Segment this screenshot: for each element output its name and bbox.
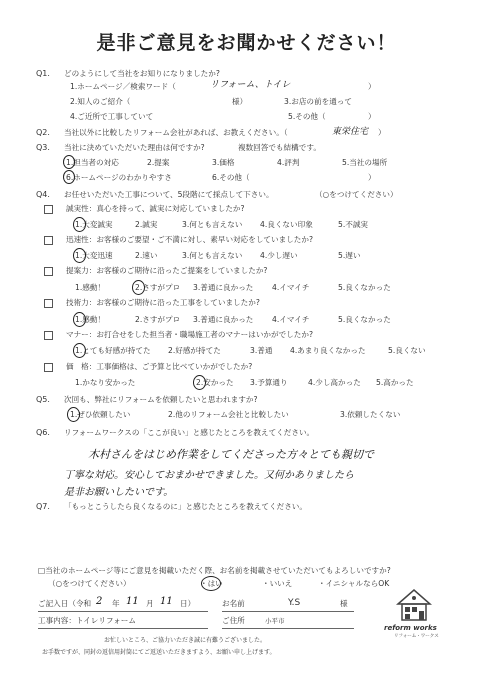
q4-item-5-opt-1: 1.とても好感が持てた bbox=[75, 346, 151, 355]
q3-option-1-circle bbox=[63, 155, 75, 169]
q1-option-3: 3.お店の前を通って bbox=[284, 97, 352, 106]
q6-text: リフォームワークスの「ここが良い」と感じたところを教えてください。 bbox=[64, 428, 315, 437]
q4-item-4-checkbox[interactable] bbox=[44, 299, 53, 308]
house-logo-icon bbox=[392, 586, 436, 622]
q3-option-4: 4.評判 bbox=[277, 158, 300, 167]
q2-close: ） bbox=[378, 128, 386, 137]
q6-handwritten-line-1: 木村さんをはじめ作業をしてくださった方々とても親切で bbox=[88, 448, 374, 461]
address-underline bbox=[222, 628, 354, 629]
q3-option-other-close: ） bbox=[368, 173, 376, 182]
consent-option-initials[interactable]: ・イニシャルならOK bbox=[318, 579, 390, 588]
q4-item-4-opt-3: 3.普通に良かった bbox=[193, 315, 254, 324]
q6-number: Q6. bbox=[36, 428, 50, 437]
q1-number: Q1. bbox=[36, 69, 50, 78]
q4-item-5-opt-5: 5.良くない bbox=[388, 346, 426, 355]
name-value: Y.S bbox=[288, 598, 301, 608]
q4-item-3-circle bbox=[132, 280, 145, 295]
work-value: トイレリフォーム bbox=[76, 616, 136, 625]
q4-item-6-checkbox[interactable] bbox=[44, 363, 53, 372]
q4-item-6-opt-2: 2.安かった bbox=[196, 378, 234, 387]
date-day: 11 bbox=[160, 596, 173, 607]
logo-subtext: リフォーム・ワークス bbox=[394, 634, 439, 639]
q4-item-5-checkbox[interactable] bbox=[44, 331, 53, 340]
q4-item-1-opt-3: 3.何とも言えない bbox=[182, 220, 243, 229]
q3-option-1: 1.担当者の対応 bbox=[66, 158, 119, 167]
q4-item-3-opt-5: 5.良くなかった bbox=[338, 283, 391, 292]
q1-option-1: 1.ホームページ／検索ワード（ bbox=[70, 82, 176, 91]
work-label: 工事内容： bbox=[38, 616, 76, 625]
q4-item-4-circle bbox=[73, 312, 86, 327]
q3-option-5: 5.当社の場所 bbox=[342, 158, 388, 167]
q2-number: Q2. bbox=[36, 128, 50, 137]
q4-item-2-heading: 迅速性：お客様のご要望・ご不満に対し、素早い対応をしていましたか? bbox=[66, 235, 314, 244]
q1-option-5: 5.その他（ bbox=[288, 112, 326, 121]
address-value: 小平市 bbox=[265, 617, 285, 625]
q4-item-4-opt-4: 4.イマイチ bbox=[272, 315, 310, 324]
q4-item-2-circle bbox=[73, 248, 86, 263]
q4-item-1-opt-5: 5.不誠実 bbox=[338, 220, 369, 229]
q4-item-3-opt-1: 1.感動！ bbox=[75, 283, 106, 292]
q5-text: 次回も、弊社にリフォームを依頼したいと思われますか? bbox=[64, 395, 258, 404]
date-underline bbox=[38, 611, 208, 612]
q7-text: 「もっとこうしたら良くなるのに」と感じたところを教えてください。 bbox=[64, 502, 307, 511]
q5-opt-1: 1.ぜひ依頼したい bbox=[70, 410, 131, 419]
q1-option-5-close: ） bbox=[368, 112, 376, 121]
page-title: 是非ご意見をお聞かせください！ bbox=[96, 32, 397, 54]
q4-item-2-opt-3: 3.何とも言えない bbox=[182, 251, 243, 260]
q4-item-3-checkbox[interactable] bbox=[44, 267, 53, 276]
q4-item-1-opt-4: 4.良くない印象 bbox=[260, 220, 313, 229]
q4-item-3-heading: 提案力：お客様のご期待に沿ったご提案をしていましたか? bbox=[66, 266, 268, 275]
name-underline bbox=[222, 611, 354, 612]
return-note: お手数ですが、同封の返信用封筒にてご返送いただきますよう、お願い申し上げます。 bbox=[42, 649, 276, 656]
name-label: お名前 bbox=[222, 599, 245, 608]
q3-note: 複数回答でも結構です。 bbox=[238, 143, 321, 152]
q4-item-1-opt-1: 1.大変誠実 bbox=[75, 220, 113, 229]
logo-text: reform works bbox=[384, 624, 437, 632]
q4-item-4-opt-1: 1.感動！ bbox=[75, 315, 106, 324]
date-year: 2 bbox=[96, 596, 103, 607]
date-label: ご記入日（令和 bbox=[38, 599, 92, 608]
q3-option-3: 3.価格 bbox=[212, 158, 235, 167]
date-nen: 年 bbox=[112, 599, 120, 608]
q4-item-2-opt-5: 5.遅い bbox=[338, 251, 361, 260]
q4-item-5-opt-4: 4.あまり良くなかった bbox=[290, 346, 366, 355]
q1-option-4: 4.ご近所で工事していて bbox=[70, 112, 154, 121]
q5-opt-2: 2.他のリフォーム会社と比較したい bbox=[168, 410, 289, 419]
q2-handwritten-company: 東栄住宅 bbox=[332, 127, 369, 137]
work-underline bbox=[38, 628, 208, 629]
date-nichi: 日） bbox=[180, 599, 196, 608]
q3-number: Q3. bbox=[36, 143, 50, 152]
name-suffix: 様 bbox=[340, 599, 348, 608]
q4-text: お任せいただいた工事について、5段階にて採点して下さい。 bbox=[64, 190, 274, 199]
q4-item-6-opt-4: 4.少し高かった bbox=[308, 378, 361, 387]
consent-option-no[interactable]: ・いいえ bbox=[262, 579, 293, 588]
address-label: ご住所 bbox=[222, 616, 245, 625]
q4-item-1-circle bbox=[73, 217, 86, 232]
q4-item-5-opt-2: 2.好感が持てた bbox=[168, 346, 221, 355]
q4-item-5-heading: マナー：お打合せをした担当者・職場施工者のマナーはいかがでしたか? bbox=[66, 330, 314, 339]
q4-note: （○をつけてください） bbox=[315, 190, 398, 199]
q4-item-3-opt-4: 4.イマイチ bbox=[272, 283, 310, 292]
q3-option-2: 2.提案 bbox=[147, 158, 170, 167]
q1-text: どのようにして当社をお知りになりましたか? bbox=[64, 69, 220, 78]
q4-item-5-circle bbox=[73, 343, 86, 358]
q4-item-6-opt-3: 3.予算通り bbox=[250, 378, 288, 387]
q1-option-1-close: ） bbox=[368, 82, 376, 91]
q4-item-1-checkbox[interactable] bbox=[44, 205, 53, 214]
q4-item-6-circle bbox=[193, 375, 206, 390]
q4-item-6-opt-5: 5.高かった bbox=[376, 378, 414, 387]
q7-number: Q7. bbox=[36, 502, 50, 511]
q4-item-1-heading: 誠実性：真心を持って、誠実に対応していましたか? bbox=[66, 204, 245, 213]
q6-handwritten-line-2: 丁寧な対応。安心しておまかせできました。又何かありましたら bbox=[64, 470, 354, 481]
q4-item-4-opt-5: 5.良くなかった bbox=[338, 315, 391, 324]
q1-handwritten-keywords: リフォーム、トイレ bbox=[210, 80, 291, 90]
q5-opt-3: 3.依頼したくない bbox=[340, 410, 401, 419]
q4-item-6-heading: 価 格：工事価格は、ご予算と比べていかがでしたか? bbox=[66, 362, 253, 371]
q3-option-6: 6.ホームページのわかりやすさ bbox=[66, 173, 172, 182]
consent-note: （○をつけてください） bbox=[48, 579, 131, 588]
q5-circle bbox=[67, 407, 80, 422]
q2-text: 当社以外に比較したリフォーム会社があれば、お教えください。（ bbox=[64, 128, 288, 137]
consent-circle bbox=[201, 576, 221, 591]
q4-item-2-opt-1: 1.大変迅速 bbox=[75, 251, 113, 260]
q4-number: Q4. bbox=[36, 190, 50, 199]
q1-option-2: 2.知人のご紹介（ bbox=[70, 97, 131, 106]
q1-option-2-sama: 様） bbox=[232, 97, 248, 106]
q3-option-6-circle bbox=[63, 170, 75, 184]
q4-item-6-opt-1: 1.かなり安かった bbox=[75, 378, 136, 387]
q5-number: Q5. bbox=[36, 395, 50, 404]
q4-item-5-opt-3: 3.普通 bbox=[250, 346, 273, 355]
q4-item-2-opt-4: 4.少し遅い bbox=[260, 251, 298, 260]
thanks-note: お忙しいところ、ご協力いただき誠に有難うございました。 bbox=[104, 637, 267, 644]
q3-text: 当社に決めていただいた理由は何ですか? bbox=[64, 143, 205, 152]
date-month: 11 bbox=[126, 596, 139, 607]
q3-option-other: 6.その他（ bbox=[212, 173, 250, 182]
q4-item-2-opt-2: 2.速い bbox=[135, 251, 158, 260]
q4-item-3-opt-2: 2.さすがプロ bbox=[135, 283, 181, 292]
consent-option-yes[interactable]: ・はい bbox=[200, 579, 223, 588]
consent-question: □当社のホームページ等にご意見を掲載いただく際、お名前を掲載させていただいてもよろしいですか? bbox=[38, 566, 391, 575]
q4-item-1-opt-2: 2.誠実 bbox=[135, 220, 158, 229]
date-gatsu: 月 bbox=[146, 599, 154, 608]
q4-item-2-checkbox[interactable] bbox=[44, 236, 53, 245]
q4-item-4-heading: 技術力：お客様のご期待に沿った工事をしていましたか? bbox=[66, 298, 260, 307]
q6-handwritten-line-3: 是非お願いしたいです。 bbox=[64, 487, 174, 498]
q4-item-4-opt-2: 2.さすがプロ bbox=[135, 315, 181, 324]
q4-item-3-opt-3: 3.普通に良かった bbox=[193, 283, 254, 292]
